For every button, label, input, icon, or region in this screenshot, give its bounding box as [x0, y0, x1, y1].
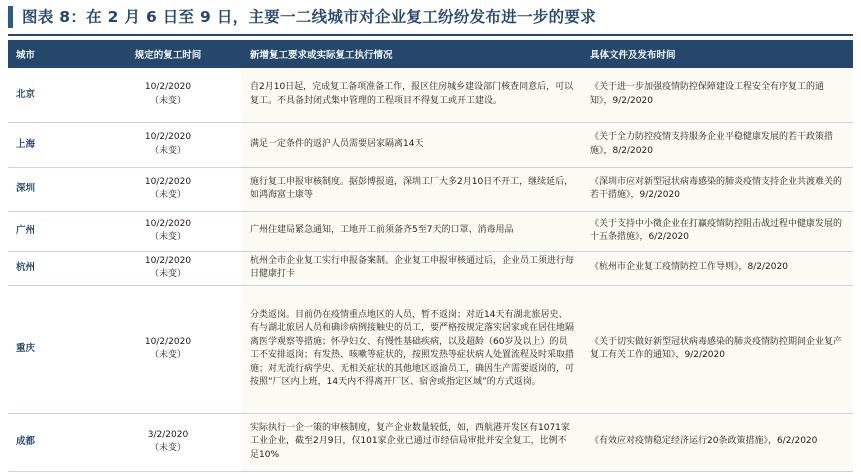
cell-requirement: 杭州全市企业复工实行申报备案制。企业复工申报审核通过后，企业员工须进行每日健康打卡 — [242, 251, 582, 285]
resume-date: 10/2/2020 — [144, 336, 192, 347]
cell-document: 《关于进一步加强疫情防控保障建设工程安全有序复工的通知》，9/2/2020 — [582, 68, 853, 122]
policy-table-container — [8, 40, 853, 472]
status-text: （未变） — [149, 145, 186, 156]
figure-title-bar — [0, 0, 861, 38]
cell-document: 《关于全力防控疫情支持服务企业平稳健康发展的若干政策措施》，8/2/2020 — [582, 122, 853, 167]
cell-city: 广州 — [8, 211, 94, 251]
title-accent-bar — [8, 6, 13, 28]
header-city: 城市 — [8, 40, 94, 68]
policy-table — [8, 40, 853, 472]
figure-title: 图表 8：在 2 月 6 日至 9 日，主要一二线城市对企业复工纷纷发布进一步的要求 — [22, 8, 597, 26]
header-requirement: 新增复工要求或实际复工执行情况 — [242, 40, 582, 68]
header-time: 规定的复工时间 — [94, 40, 242, 68]
cell-city: 重庆 — [8, 285, 94, 413]
table-row — [8, 68, 853, 122]
table-header-row — [8, 40, 853, 68]
cell-requirement: 分类返岗。目前仍在疫情重点地区的人员，暂不返岗；对近14天有湖北旅居史、有与湖北旅居人员和确诊病例接触史的员工，要严格按规定落实居家或在居住地隔离医学观察等措施；怀孕妇女、有慢性基础疾病，以及超龄（60岁及以上）的员工不安排返岗；有发热、咳嗽等症状的，按照发热等症状病人处置流程及时采取措施；对无流行病学史、无相关症状的其他地区返渝员工，确因生产需要返岗的，可按照“厂区内上班，14天内不得离开厂区、宿舍或指定区域”的方式返岗。 — [242, 285, 582, 413]
resume-date: 10/2/2020 — [144, 176, 192, 187]
cell-requirement: 实际执行一企一策的审核制度，复产企业数量较低，如，西航港开发区有1071家工业企业，截至2月9日，仅101家企业已通过市经信局审批并安全复工，比例不足10% — [242, 413, 582, 471]
table-row — [8, 122, 853, 167]
cell-city: 成都 — [8, 413, 94, 471]
table-row — [8, 211, 853, 251]
cell-city: 杭州 — [8, 251, 94, 285]
cell-time — [94, 251, 242, 285]
header-document: 具体文件及发布时间 — [582, 40, 853, 68]
status-text: （未变） — [149, 95, 186, 106]
resume-date: 10/2/2020 — [144, 82, 192, 93]
status-text: （未变） — [149, 350, 186, 360]
cell-requirement: 施行复工申报审核制度。据彭博报道，深圳工厂大多2月10日不开工，继续延后，如鸿海富士康等 — [242, 167, 582, 211]
resume-date: 10/2/2020 — [144, 218, 192, 229]
cell-requirement: 满足一定条件的返沪人员需要居家隔离14天 — [242, 122, 582, 167]
cell-requirement: 自2月10日起，完成复工备项准备工作，报区住房城乡建设部门核查同意后，可以复工。不具备封闭式集中管理的工程项目不得复工或开工建设。 — [242, 68, 582, 122]
cell-city: 深圳 — [8, 167, 94, 211]
title-divider — [8, 34, 853, 36]
cell-requirement: 广州住建局紧急通知，工地开工前须备齐5至7天的口罩、消毒用品 — [242, 211, 582, 251]
table-row — [8, 285, 853, 413]
cell-time — [94, 285, 242, 413]
cell-city: 北京 — [8, 68, 94, 122]
cell-document: 《有效应对疫情稳定经济运行20条政策措施》，6/2/2020 — [582, 413, 853, 471]
status-text: （未变） — [149, 232, 186, 242]
status-text: （未变） — [149, 190, 186, 200]
resume-date: 10/2/2020 — [144, 255, 192, 266]
cell-document: 《关于支持中小微企业在打赢疫情防控阻击战过程中健康发展的十五条措施》，6/2/2020 — [582, 211, 853, 251]
cell-city: 上海 — [8, 122, 94, 167]
cell-document: 《深圳市应对新型冠状病毒感染的肺炎疫情支持企业共渡难关的若干措施》，9/2/2020 — [582, 167, 853, 211]
cell-time — [94, 211, 242, 251]
status-text: （未变） — [149, 269, 186, 279]
status-text: （未变） — [149, 443, 186, 453]
table-row — [8, 251, 853, 285]
resume-date: 3/2/2020 — [147, 429, 189, 440]
cell-document: 《杭州市企业复工疫情防控工作导则》，8/2/2020 — [582, 251, 853, 285]
cell-time — [94, 68, 242, 122]
resume-date: 10/2/2020 — [144, 132, 192, 142]
table-row — [8, 167, 853, 211]
cell-time — [94, 167, 242, 211]
table-row — [8, 413, 853, 471]
cell-time — [94, 122, 242, 167]
cell-document: 《关于切实做好新型冠状病毒感染的肺炎疫情防控期间企业复产复工有关工作的通知》，9/2/2020 — [582, 285, 853, 413]
cell-time — [94, 413, 242, 471]
